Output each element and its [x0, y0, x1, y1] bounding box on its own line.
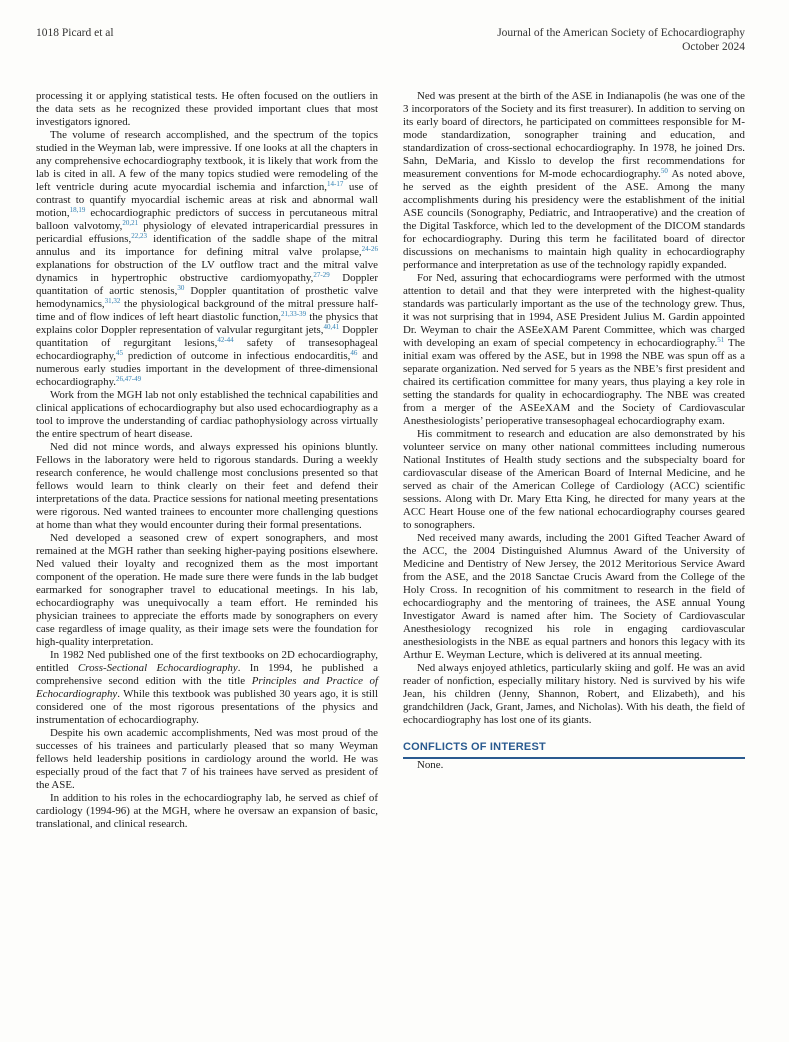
paragraph-nbe [403, 272, 745, 428]
text: The initial exam was offered by the ASE, but in 1998 the NBE was spun off as a separate organization. Ned served for 5 years as the NBE’s first president and chaired its certification committee for many years, thus playing a key role in setting the standards for quality in echocardiography. The NBE was created from a merger of the ASEeXAM and the Society of Cardiovascular Anesthesiologists’ perioperative transesophageal echocardiography exam. [403, 337, 745, 427]
text: prediction of outcome in infectious endocarditis, [123, 350, 351, 362]
text: explanations for obstruction of the LV outflow tract and the mitral valve dynamics in hypertrophic obstructive cardiomyopathy, [36, 259, 378, 284]
journal-title: Journal of the American Society of Echocardiography [497, 27, 745, 39]
paragraph-ase [403, 90, 745, 272]
text: . In 1994, he published a comprehensive second edition with the title [36, 662, 379, 687]
book-title: Cross-Sectional Echocardiography [77, 662, 238, 674]
text: Doppler quantitation of prosthetic valve hemodynamics, [36, 285, 378, 310]
citation[interactable]: 40,41 [323, 323, 340, 331]
section-heading: CONFLICTS OF INTEREST [403, 741, 745, 759]
text: safety of transesophageal echocardiography, [36, 337, 378, 362]
text: the physiological background of the mitral pressure half-time and of flow indices of left heart diastolic function, [36, 298, 378, 323]
paragraph: processing it or applying statistical tests. He often focused on the outliers in the data sets as he recognized these provided important clues that most investigators ignored. [36, 90, 378, 128]
citation[interactable]: 18,19 [69, 206, 86, 214]
text: Ned was present at the birth of the ASE in Indianapolis (he was one of the 3 incorporators of the Society and its first treasurer). In addition to serving on its early board of directors, he participated on committees responsible for M-mode standardization, sonographer training and education, and standardization of cross-sectional echocardiography. In 1978, he joined Drs. Sahn, DeMaria, and Kisslo to develop the first recommendations for measurement conventions for M-mode echocardiography. [403, 90, 745, 180]
conflicts-section [403, 741, 745, 772]
left-column [36, 90, 378, 831]
text: identification of the saddle shape of the mitral annulus and its importance for defining mitral valve prolapse, [36, 233, 379, 258]
text: Doppler quantitation of regurgitant lesions, [36, 324, 378, 349]
citation[interactable]: 21,33-39 [281, 310, 307, 318]
text: echocardiographic predictors of success in percutaneous mitral balloon valvotomy, [36, 207, 378, 232]
text: the physics that explains color Doppler representation of valvular regurgitant jets, [36, 311, 378, 336]
citation[interactable]: 24-26 [361, 245, 378, 253]
section-body: None. [417, 759, 444, 771]
paragraph: Despite his own academic accomplishments, Ned was most proud of the successes of his trainees and particularly pleased that so many Weyman fellows held leadership positions in cardiology around the world. He was especially proud of the fact that 7 of his trainees have served as president of the ASE. [36, 727, 378, 791]
paragraph-research-topics [36, 129, 378, 389]
paragraph: Work from the MGH lab not only established the technical capabilities and clinical applications of echocardiography but also used echocardiography as a tool to improve the understanding of cardiac pathophysiology across virtually the entire spectrum of heart disease. [36, 389, 378, 440]
citation[interactable]: 51 [717, 336, 725, 344]
citation[interactable]: 46 [350, 349, 358, 357]
citation[interactable]: 31,32 [104, 297, 121, 305]
text: and numerous early studies important in the development of three-dimensional echocardiography. [36, 350, 378, 388]
issue-date: October 2024 [682, 41, 745, 53]
citation[interactable]: 27-29 [313, 271, 330, 279]
book-title: Principles and Practice of Echocardiography [36, 675, 378, 700]
paragraph-textbook [36, 649, 378, 727]
paragraph: Ned received many awards, including the 2001 Gifted Teacher Award of the ACC, the 2004 Distinguished Alumnus Award of the University of Medicine and Dentistry of New Jersey, the 2012 Meritorious Service Award from the ASE, and the 2018 Sanctae Crucis Award from the College of the Holy Cross. In recognition of his commitment to research in the field of echocardiography and the mentoring of trainees, the ASE annual Young Investigator Award is named after him. The Society of Cardiovascular Anesthesiology recognized his role in engaging cardiovascular anesthesiologists in the NBE as equal partners and honors this legacy with its Arthur E. Weyman Lecture, which is delivered at its annual meeting. [403, 532, 745, 661]
citation[interactable]: 30 [177, 284, 185, 292]
citation[interactable]: 14-17 [327, 180, 344, 188]
citation[interactable]: 45 [116, 349, 124, 357]
paragraph: Ned always enjoyed athletics, particularly skiing and golf. He was an avid reader of nonfiction, especially military history. Ned is survived by his wife Jean, his children (Jenny, Shannon, Robert, and Elizabeth), and his grandchildren (Jack, Grant, James, and Nicholas). With his death, the field of echocardiography has lost one of its giants. [403, 662, 745, 726]
citation[interactable]: 20,21 [122, 219, 139, 227]
text: use of contrast to quantify myocardial ischemic areas at risk and abnormal wall motion, [36, 181, 378, 219]
text: physiology of elevated intrapericardial pressures in pericardial effusions, [36, 220, 378, 245]
citation[interactable]: 22,23 [131, 232, 147, 240]
paragraph: In addition to his roles in the echocardiography lab, he served as chief of cardiology (1994-96) at the MGH, where he oversaw an expansion of basic, translational, and clinical research. [36, 792, 378, 830]
paragraph: Ned developed a seasoned crew of expert sonographers, and most remained at the MGH rather than seeking higher-paying positions elsewhere. Ned valued their loyalty and recognized them as the most important component of the operation. He made sure there were funds in the lab budget earmarked for sonographer travel to educational meetings. In his lab, echocardiography was unequivocally a team effort. He reminded his physician trainees to appreciate the efforts made by sonographers on every case regardless of image quality, as their image sets were the foundation for high-quality interpretation. [36, 532, 378, 648]
text: Doppler quantitation of aortic stenosis, [36, 272, 378, 297]
paragraph: His commitment to research and education are also demonstrated by his volunteer service on many other national committees including numerous National Institutes of Health study sections and the subspecialty board for cardiovascular disease of the American Board of Internal Medicine, and he served as chair of the American College of Cardiology (ACC) scientific sessions. Along with Dr. Mary Etta King, he directed for many years at the ACC Heart House one of the few national echocardiography courses geared to sonographers. [403, 428, 745, 531]
citation[interactable]: 26,47-49 [116, 375, 142, 383]
text: As noted above, he served as the eighth president of the ASE. Among the many accomplishments during his presidency were the establishment of the initial ASE councils (Sonography, Pediatric, and Intraoperative) and the creation of the Digital Taskforce, which led to the development of the DICOM standards for echocardiography. During this term he facilitated board of director discussions on mechanisms to maintain high quality in echocardiography performance and interpretation as use of the technology rapidly expanded. [403, 168, 746, 271]
text: For Ned, assuring that echocardiograms were performed with the utmost attention to detail and that they were interpreted with the highest-quality standards was particularly important as the use of the technology grew. Thus, it was not surprising that in 1994, ASE President Julius M. Gardin appointed Dr. Weyman to chair the ASEeXAM Parent Committee, which was charged with developing an exam of special competency in echocardiography. [403, 272, 745, 349]
text: In 1982 Ned published one of the first textbooks on 2D echocardiography, entitled [36, 649, 378, 674]
page-number-author: 1018 Picard et al [36, 27, 114, 39]
paragraph: Ned did not mince words, and always expressed his opinions bluntly. Fellows in the laboratory were held to rigorous standards. During a weekly research conference, he would challenge most conclusions presented so that fellows would learn to think clearly on their feet and defend their interpretations of the data. Practice sessions for national meeting presentations were rigorous. Ned wanted trainees to encounter more challenging questions at home than what they would encounter during their formal presentations. [36, 441, 378, 531]
text: . While this textbook was published 30 years ago, it is still considered one of the most rigorous presentations of the physics and instrumentation of echocardiography. [36, 688, 378, 726]
citation[interactable]: 50 [660, 167, 668, 175]
right-column [403, 90, 745, 772]
journal-info [497, 26, 745, 54]
citation[interactable]: 42-44 [217, 336, 234, 344]
text: The volume of research accomplished, and the spectrum of the topics studied in the Weyman lab, were impressive. If one looks at all the chapters in any comprehensive echocardiography textbook, it is likely that work from the lab is cited in all. A few of the many topics studied were remodeling of the left ventricle during acute myocardial ischemia and infarction, [36, 129, 378, 193]
